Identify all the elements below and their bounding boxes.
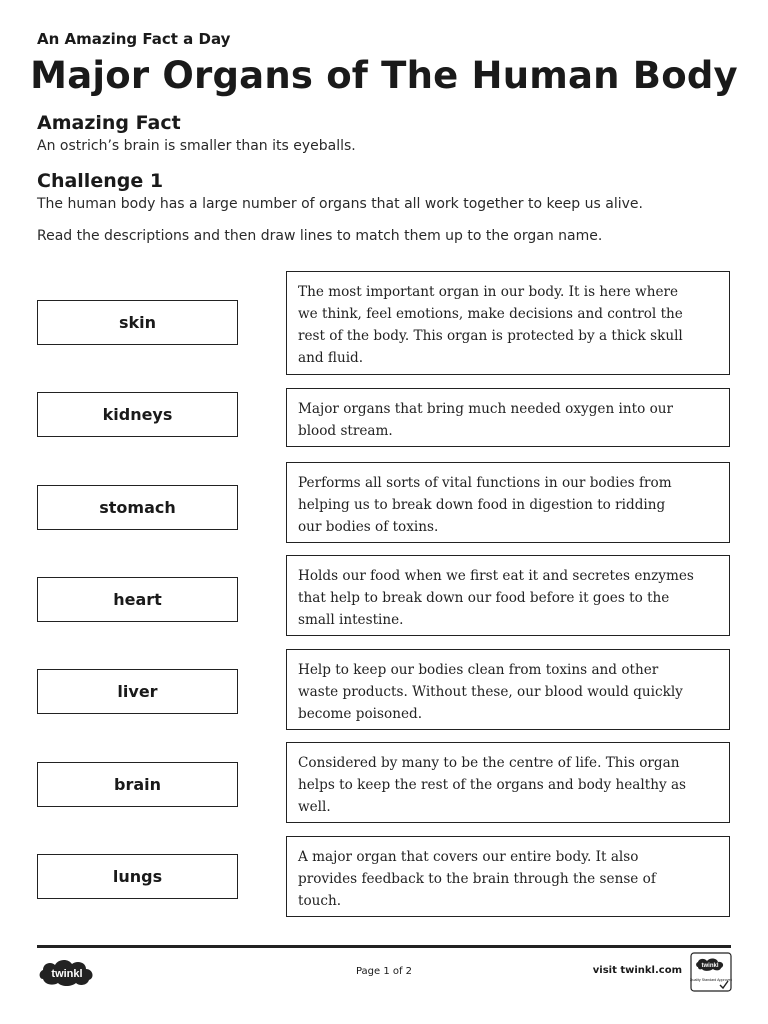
organ-box[interactable]: brain xyxy=(37,762,238,807)
amazing-fact-heading: Amazing Fact xyxy=(37,112,181,134)
website-link[interactable]: visit twinkl.com xyxy=(592,965,682,976)
organ-box[interactable]: liver xyxy=(37,669,238,714)
organ-box[interactable]: lungs xyxy=(37,854,238,899)
description-line: Help to keep our bodies clean from toxins and other xyxy=(298,662,659,678)
description-line: our bodies of toxins. xyxy=(298,519,439,535)
description-line: Considered by many to be the centre of life. This organ xyxy=(298,755,680,771)
organ-box[interactable]: kidneys xyxy=(37,392,238,437)
description-line: waste products. Without these, our blood would quickly xyxy=(298,684,683,700)
page-number: Page 1 of 2 xyxy=(355,966,413,977)
description-box[interactable] xyxy=(286,462,730,543)
page-title: Major Organs of The Human Body xyxy=(30,54,738,97)
description-line: helping us to break down food in digestion to ridding xyxy=(298,497,666,513)
description-line: Performs all sorts of vital functions in our bodies from xyxy=(298,475,672,491)
logo-text: twinkl xyxy=(51,968,83,980)
description-line: blood stream. xyxy=(298,423,393,439)
description-line: and fluid. xyxy=(298,350,364,366)
description-line: we think, feel emotions, make decisions and control the xyxy=(298,306,683,322)
challenge-instruction: Read the descriptions and then draw lines to match them up to the organ name. xyxy=(37,228,603,244)
description-line: A major organ that covers our entire body. It also xyxy=(298,849,639,865)
description-line: The most important organ in our body. It is here where xyxy=(298,284,679,300)
description-line: rest of the body. This organ is protected by a thick skull xyxy=(298,328,683,344)
footer-divider xyxy=(37,945,731,948)
description-box[interactable] xyxy=(286,388,730,447)
description-line: small intestine. xyxy=(298,612,404,628)
series-label: An Amazing Fact a Day xyxy=(37,30,231,48)
description-box[interactable] xyxy=(286,742,730,823)
description-line: well. xyxy=(298,799,331,815)
organ-box[interactable]: stomach xyxy=(37,485,238,530)
description-line: that help to break down our food before it goes to the xyxy=(298,590,670,606)
badge-logo-text: twinkl xyxy=(701,963,719,969)
quality-badge-icon xyxy=(690,952,732,992)
description-box[interactable] xyxy=(286,836,730,917)
description-line: helps to keep the rest of the organs and body healthy as xyxy=(298,777,687,793)
description-line: become poisoned. xyxy=(298,706,423,722)
description-box[interactable] xyxy=(286,271,730,375)
badge-caption: Quality Standard Approved xyxy=(690,978,732,982)
organ-box[interactable]: skin xyxy=(37,300,238,345)
description-line: touch. xyxy=(298,893,342,909)
organ-box[interactable]: heart xyxy=(37,577,238,622)
description-box[interactable] xyxy=(286,555,730,636)
challenge-intro: The human body has a large number of organs that all work together to keep us alive. xyxy=(37,196,643,212)
amazing-fact-text: An ostrich’s brain is smaller than its eyeballs. xyxy=(37,138,356,154)
challenge-heading: Challenge 1 xyxy=(37,170,164,192)
description-line: provides feedback to the brain through the sense of xyxy=(298,871,656,887)
description-line: Holds our food when we first eat it and secretes enzymes xyxy=(298,568,694,584)
description-box[interactable] xyxy=(286,649,730,730)
description-line: Major organs that bring much needed oxygen into our xyxy=(298,401,674,417)
